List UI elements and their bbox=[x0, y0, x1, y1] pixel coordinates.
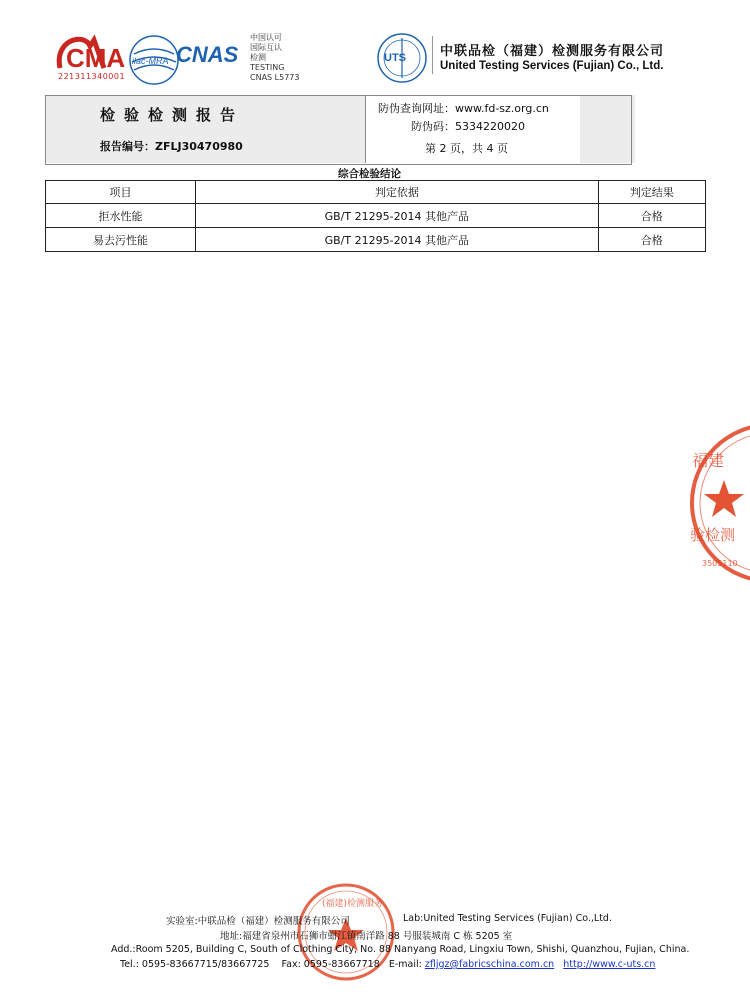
report-number: 报告编号：ZFLJ30470980 bbox=[100, 140, 243, 153]
table-row bbox=[46, 204, 706, 228]
footer-tel: Tel.: 0595-83667715/83667725 bbox=[120, 959, 270, 970]
table-row bbox=[46, 228, 706, 252]
svg-text:3505110: 3505110 bbox=[702, 559, 738, 568]
svg-text:(福建)检测服务: (福建)检测服务 bbox=[322, 899, 384, 909]
row-result: 合格 bbox=[598, 228, 705, 252]
cnas-accreditation-text: 中国认可 国际互认 检测 TESTING CNAS L5773 bbox=[250, 33, 300, 82]
cnas-logo: CNAS bbox=[176, 42, 239, 67]
company-name-en: United Testing Services (Fujian) Co., Ltd. bbox=[440, 60, 664, 72]
row-item: 拒水性能 bbox=[46, 204, 196, 228]
table-header-row bbox=[46, 181, 706, 204]
cma-number: 221311340001 bbox=[58, 72, 126, 81]
anti-fake-code: 防伪码：5334220020 bbox=[411, 120, 525, 133]
ilac-mra-logo bbox=[128, 34, 180, 86]
footer-address-en: Add.:Room 5205, Building C, South of Clothing City, No. 88 Nanyang Road, Lingxiu Town, Shishi, Quanzhou, Fujian, China. bbox=[111, 944, 690, 955]
row-basis: GB/T 21295-2014 其他产品 bbox=[196, 228, 599, 252]
footer-email-label: E-mail: bbox=[388, 959, 422, 970]
footer-email-link[interactable]: zfljgz@fabricschina.com.cn bbox=[424, 959, 555, 970]
ilac-text: ilac-MRA bbox=[132, 56, 169, 66]
cma-text: CMA bbox=[66, 43, 126, 73]
svg-text:福建: 福建 bbox=[692, 451, 725, 470]
header-item: 项目 bbox=[46, 181, 196, 204]
header-basis: 判定依据 bbox=[196, 181, 599, 204]
footer-website-link[interactable]: http://www.c-uts.cn bbox=[563, 959, 656, 970]
footer-address-cn: 地址:福建省泉州市石狮市蚶江镇南洋路 88 号服装城南 C 栋 5205 室 bbox=[220, 931, 513, 942]
report-title: 检验检测报告 bbox=[100, 106, 245, 124]
uts-text: UTS bbox=[384, 52, 406, 64]
footer-fax: Fax: 0595-83667718 bbox=[281, 959, 380, 970]
row-item: 易去污性能 bbox=[46, 228, 196, 252]
uts-logo bbox=[376, 32, 428, 84]
footer-lab-cn: 实验室:中联品检（福建）检测服务有限公司 bbox=[166, 916, 350, 927]
page-indicator: 第 2 页，共 4 页 bbox=[425, 142, 508, 155]
svg-text:验检测: 验检测 bbox=[690, 526, 736, 544]
summary-title: 综合检验结论 bbox=[338, 168, 401, 180]
header-divider bbox=[432, 36, 433, 74]
verify-url: 防伪查询网址：www.fd-sz.org.cn bbox=[378, 102, 549, 115]
footer-lab-en: Lab:United Testing Services (Fujian) Co.,Ltd. bbox=[403, 913, 612, 924]
row-result: 合格 bbox=[598, 204, 705, 228]
company-name-cn: 中联品检（福建）检测服务有限公司 bbox=[440, 44, 665, 59]
row-basis: GB/T 21295-2014 其他产品 bbox=[196, 204, 599, 228]
results-table bbox=[45, 180, 706, 252]
official-seal-edge bbox=[690, 418, 750, 588]
footer-contact bbox=[120, 959, 655, 970]
header-result: 判定结果 bbox=[598, 181, 705, 204]
